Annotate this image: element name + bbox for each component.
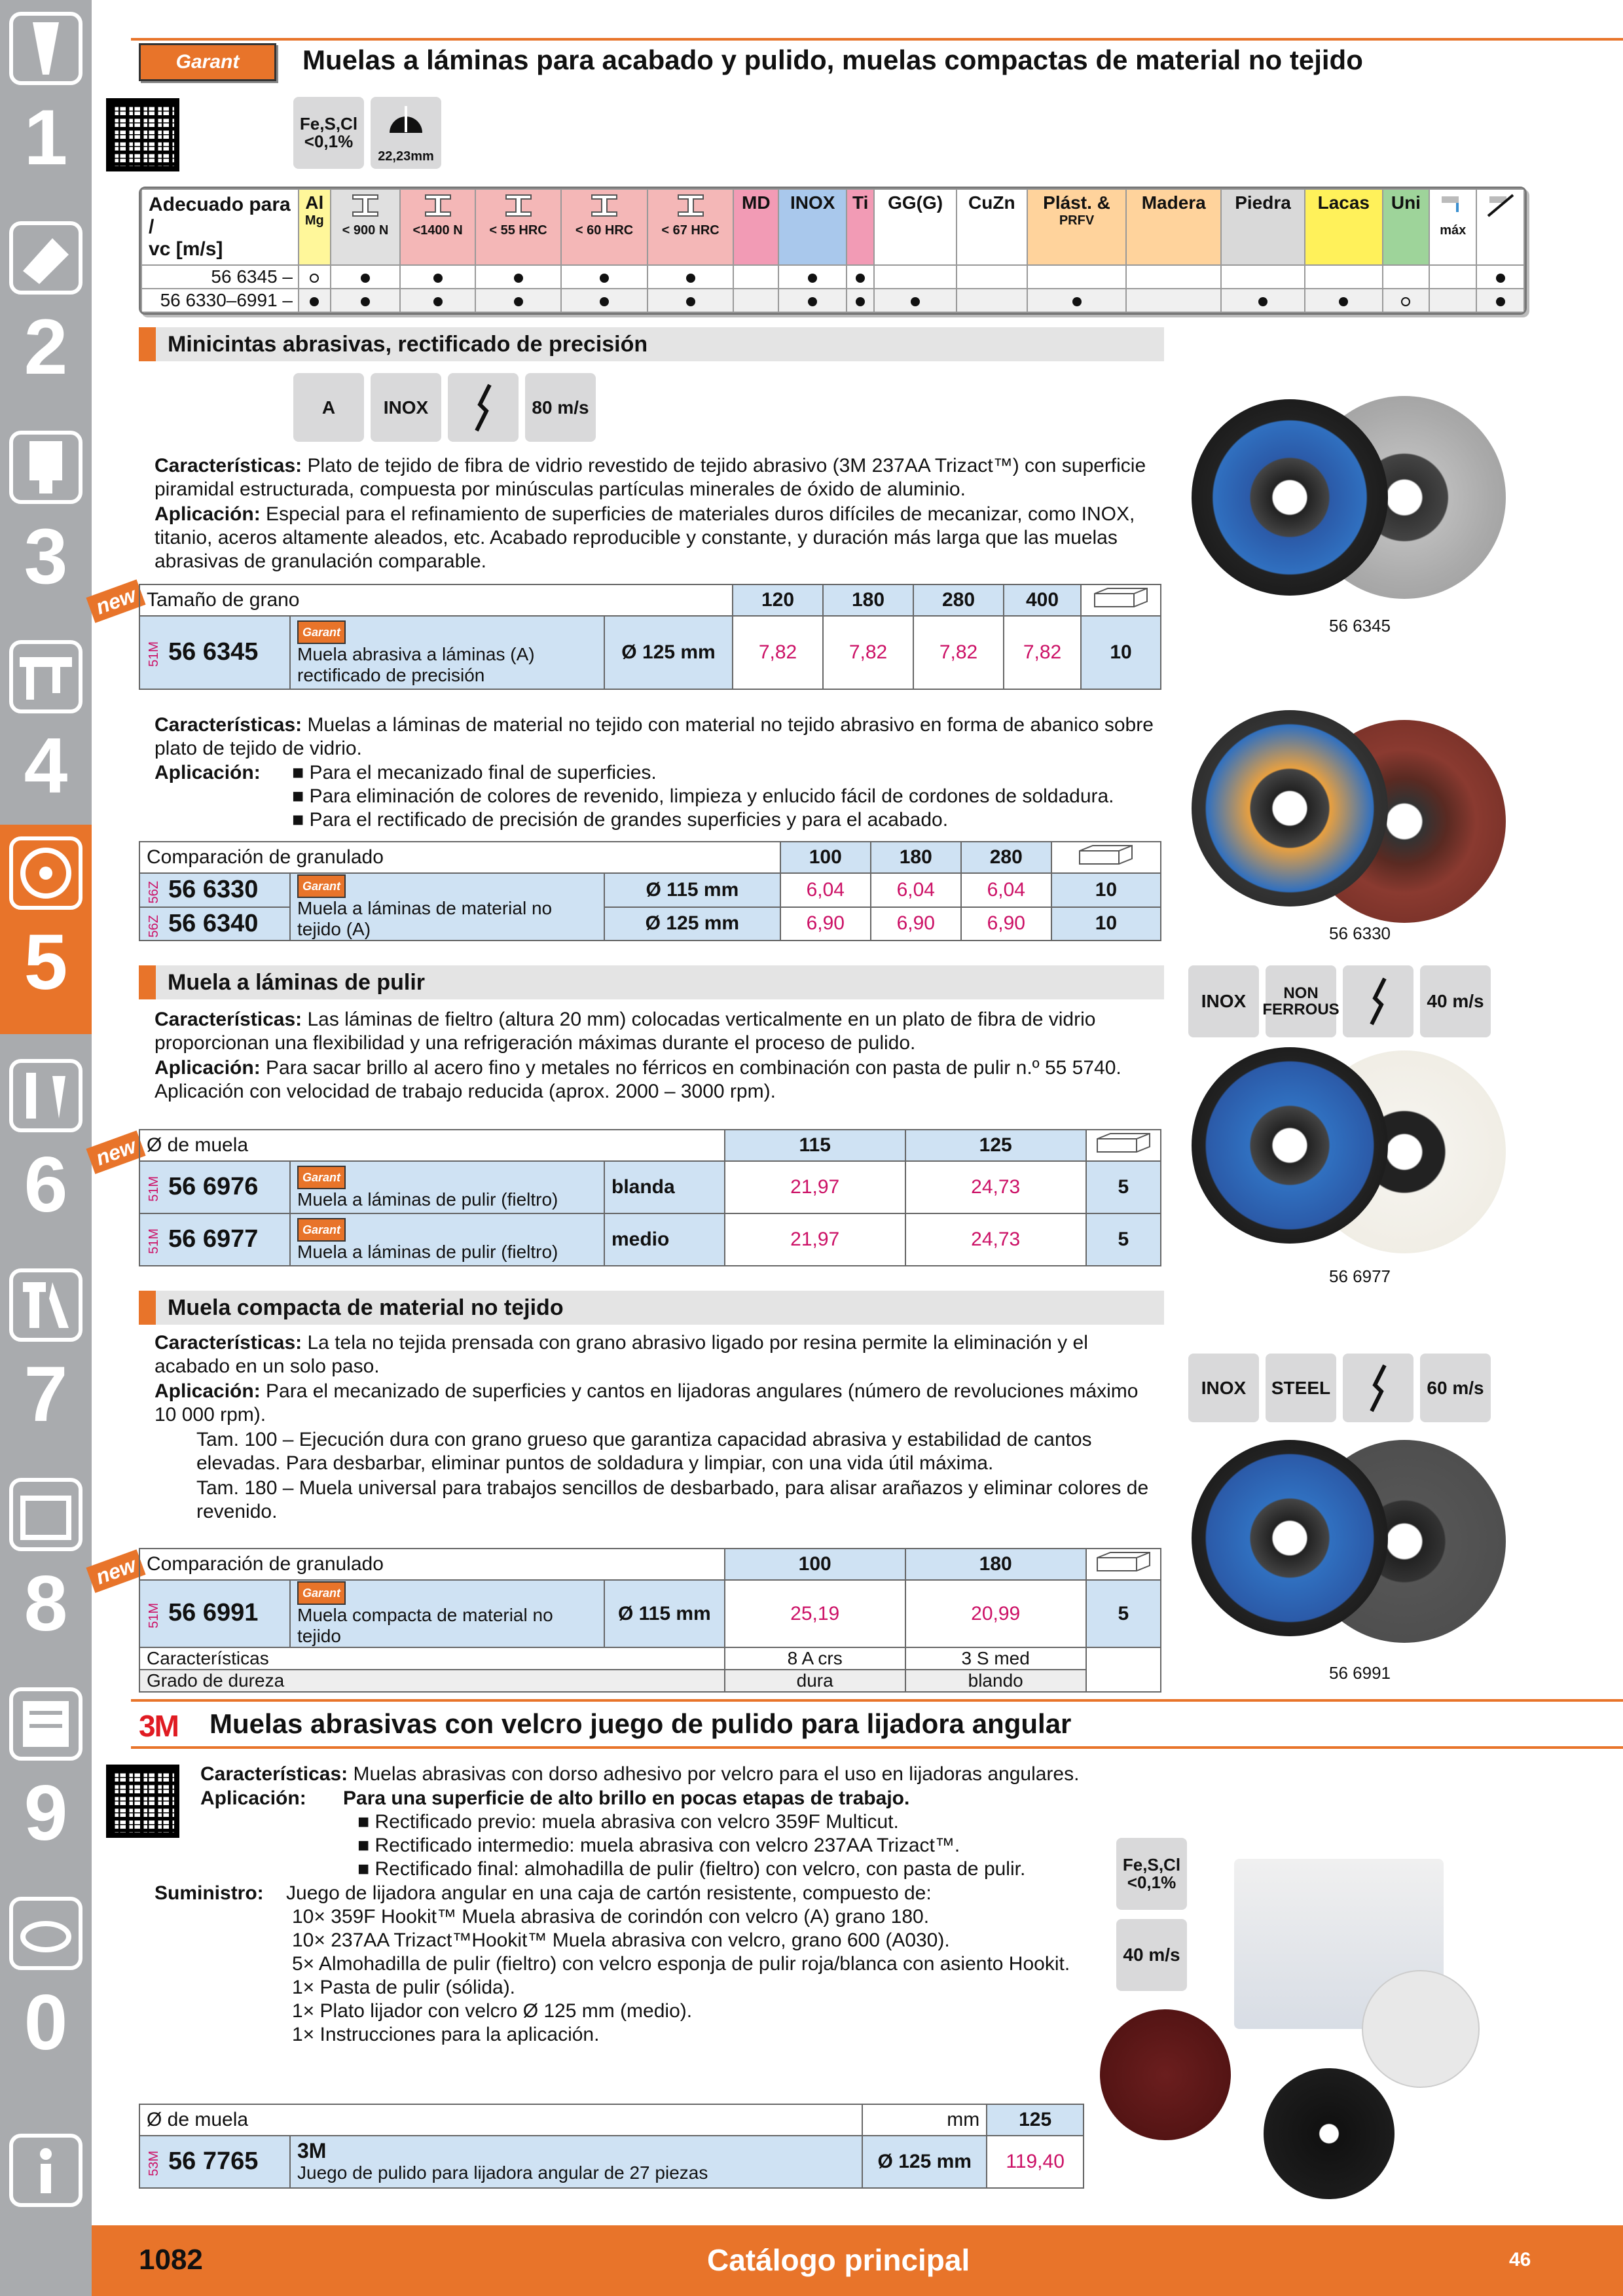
chapter-tab-9[interactable]: 9: [0, 1676, 92, 1885]
chapter-tab-2[interactable]: 2: [0, 209, 92, 419]
suitable-dot: [911, 297, 920, 306]
suitability-col-13: [1221, 189, 1305, 265]
hardness: blanda: [604, 1161, 725, 1213]
chapter-tab-info[interactable]: [0, 2108, 92, 2225]
suitability-col-sub: Mg: [304, 213, 324, 228]
product-image-566330: [1192, 710, 1388, 906]
size-col: 125: [987, 2104, 1084, 2136]
diameter: Ø 115 mm: [604, 873, 780, 907]
table-row[interactable]: 51M 56 6345 Garant Muela abrasiva a láminas (A) rectificado de precisión Ø 125 mm 7,82 7,82 7,82 7,82 10: [139, 616, 1161, 689]
badge-a: A: [293, 373, 364, 442]
diameter: Ø 125 mm: [604, 616, 733, 689]
image-caption: 56 6977: [1329, 1266, 1391, 1286]
material-badge: Fe,S,Cl <0,1%: [293, 97, 364, 169]
limited-dot: [310, 274, 319, 283]
section5-application: Aplicación: Para una superficie de alto brillo en pocas etapas de trabajo. ■ Rectificado previo: muela abrasiva con velcro 359F Multicut. ■ Rectificado intermedio: muela abrasiva con velcro 237AA Trizact™. ■ Rectificado final: almohadilla de pulir (fieltro) con velcro, con pasta de pulir.: [200, 1787, 1163, 1810]
toolcase-icon: [9, 1478, 82, 1551]
suitable-dot: [1496, 274, 1505, 283]
pack-icon: [1081, 584, 1161, 616]
material-badge: Fe,S,Cl <0,1%: [1116, 1838, 1187, 1910]
price: 6,90: [871, 907, 961, 941]
pliers-icon: [9, 1268, 82, 1342]
suitability-cell: [1221, 265, 1305, 289]
chapter-tab-8[interactable]: 8: [0, 1466, 92, 1676]
pack-qty: 5: [1086, 1213, 1161, 1266]
table-row: Características 8 A crs 3 S med: [139, 1647, 1161, 1670]
info-icon: [9, 2134, 82, 2207]
product-image-566345: [1192, 399, 1388, 596]
steel-beam-icon: [333, 192, 399, 223]
suitability-col-sub: <1400 N: [412, 223, 463, 238]
section5-supply: Suministro: Juego de lijadora angular en una caja de cartón resistente, compuesto de: 10× 359F Hookit™ Muela abrasiva de corindón con velcro (A) grano 180. 10× 237AA Trizact™Hookit™ Muela abrasiva con velcro, grano 600 (A030). 5× Almohadilla de pulir (fieltro) con velcro esponja de pulir roja/blanca con asiento Hookit. 1× Pasta de pulir (sólida). 1× Plato lijador con velcro Ø 125 mm (medio). 1× Instrucciones para la aplicación.: [155, 1882, 1163, 1905]
grain-col: 180: [905, 1549, 1086, 1580]
list-item: 10× 359F Hookit™ Muela abrasiva de corindón con velcro (A) grano 180.: [292, 1906, 930, 1928]
grain-col: 180: [823, 584, 913, 616]
new-badge: new: [86, 1130, 145, 1174]
price: 25,19: [725, 1580, 905, 1647]
suitability-cell: [331, 265, 401, 289]
section5-characteristics: Características: Muelas abrasivas con dorso adhesivo por velcro para el uso en lijadoras angulares.: [200, 1763, 1080, 1785]
suitability-cell: [1126, 265, 1221, 289]
suitable-dot: [808, 297, 817, 306]
table-row[interactable]: 51M 56 6976 Garant Muela a láminas de pulir (fieltro) blanda 21,97 24,73 5: [139, 1161, 1161, 1213]
pack-icon: [1086, 1130, 1161, 1161]
suitable-dot: [514, 297, 523, 306]
suitable-dot: [433, 274, 443, 283]
3m-logo: 3M: [139, 1709, 178, 1743]
list-item: ■ Rectificado intermedio: muela abrasiva con velcro 237AA Trizact™.: [357, 1835, 960, 1856]
footer-bar: [92, 2225, 1623, 2296]
suitability-col-sub: PRFV: [1059, 213, 1095, 228]
section4-application: Aplicación: Para el mecanizado de superficies y cantos en lijadoras angulares (número de revoluciones máximo 10 000 rpm).: [155, 1380, 1139, 1426]
section1-application: Aplicación: Especial para el refinamiento de superficies de materiales duros difíciles de mecanizar, como INOX, titanio, aceros altamente aleados, etc. Acabado reproducible y constante, y duración más larga que las muelas abrasivas de granulación comparable.: [155, 503, 1135, 572]
list-item: 1× Instrucciones para la aplicación.: [292, 2024, 600, 2045]
table-header-label: Comparación de granulado: [139, 1549, 725, 1580]
garant-logo: Garant: [139, 43, 276, 81]
suitability-cell: [475, 265, 561, 289]
suitability-col-7: [778, 189, 847, 265]
drill-icon: [9, 12, 82, 85]
price: 6,04: [961, 873, 1051, 907]
suitable-dot: [1072, 297, 1082, 306]
product-image-pad: [1264, 2068, 1395, 2199]
suitability-col-1: [331, 189, 401, 265]
section4-table: [139, 1548, 1161, 1693]
steel-beam-icon: [649, 192, 731, 223]
product-image-felt: [1362, 1970, 1480, 2088]
page-title: Muelas a láminas para acabado y pulido, muelas compactas de material no tejido: [302, 45, 1363, 75]
suitable-dot: [1496, 297, 1505, 306]
grain-col: 280: [913, 584, 1004, 616]
garant-mini-logo: Garant: [297, 1166, 346, 1189]
grain-col: 400: [1004, 584, 1081, 616]
footer-title: Catálogo principal: [707, 2243, 970, 2277]
chapter-tab-0[interactable]: 0: [0, 1885, 92, 2094]
badge-speed: 40 m/s: [1116, 1919, 1187, 1991]
wrench-icon: [9, 1059, 82, 1132]
section2-table: [139, 841, 1161, 941]
suitability-cell: [874, 265, 956, 289]
no-coolant-icon: [1478, 192, 1522, 223]
suitability-col-label: Piedra: [1235, 192, 1291, 213]
suitability-cell: [400, 289, 475, 312]
table-header-label: Tamaño de grano: [139, 584, 733, 616]
table-row[interactable]: 56Z 56 6330 Garant Muela a láminas de material no tejido (A) Ø 115 mm 6,04 6,04 6,04 10: [139, 873, 1161, 907]
price: 6,04: [780, 873, 871, 907]
list-item: ■ Para el rectificado de precisión de grandes superficies y para el acabado.: [292, 809, 949, 831]
suitability-col-sub: < 900 N: [342, 223, 389, 238]
price: 7,82: [823, 616, 913, 689]
section1-table: [139, 584, 1161, 690]
tool-holder-icon: [9, 431, 82, 504]
grain-col: 280: [961, 842, 1051, 873]
section1-characteristics: Características: Plato de tejido de fibra de vidrio revestido de tejido abrasivo (3M 237AA Trizact™) con superficie piramidal estructurada, compuesta por minúsculas partículas minerales de óxido de aluminio.: [155, 455, 1146, 500]
suitability-col-label: Madera: [1141, 192, 1206, 213]
header-rule: [131, 38, 1623, 41]
price: 7,82: [733, 616, 823, 689]
suitability-col-label: Al: [305, 192, 324, 213]
diameter: Ø 125 mm: [862, 2136, 987, 2188]
suitability-cell: [1126, 289, 1221, 312]
product-image-566977: [1192, 1047, 1388, 1244]
list-item: 10× 237AA Trizact™Hookit™ Muela abrasiva con velcro, grano 600 (A030).: [292, 1929, 950, 1951]
suitability-cell: [1429, 289, 1476, 312]
bore-badge: 22,23mm: [371, 97, 441, 169]
badge-non-ferrous: NON FERROUS: [1266, 965, 1336, 1037]
section4-size180: Tam. 180 – Muela universal para trabajos sencillos de desbarbado, para alisar arañazos y eliminar colores de revenido.: [196, 1477, 1149, 1522]
limited-dot: [1401, 297, 1410, 306]
footer-code: 46: [1509, 2249, 1531, 2270]
suitability-cell: [1305, 289, 1383, 312]
suitability-cell: [1476, 265, 1524, 289]
qr-code[interactable]: [106, 98, 179, 171]
pack-qty: 5: [1086, 1580, 1161, 1647]
suitable-dot: [514, 274, 523, 283]
section4-characteristics: Características: La tela no tejida prensada con grano abrasivo ligado por resina permite la eliminación y el acabado en un solo paso.: [155, 1332, 1088, 1377]
suitability-cell: [874, 289, 956, 312]
suitable-dot: [361, 274, 370, 283]
suitability-cell: [400, 265, 475, 289]
suitability-cell: [475, 289, 561, 312]
suitability-cell: [957, 265, 1027, 289]
grinding-disc-icon: [9, 836, 82, 910]
suitability-cell: [1383, 265, 1429, 289]
image-caption: 56 6330: [1329, 924, 1391, 943]
section3-characteristics: Características: Las láminas de fieltro (altura 20 mm) colocadas verticalmente en un plato de fibra de vidrio proporcionan una flexibilidad y una refrigeración máximas durante el proceso de pulido.: [155, 1009, 1096, 1054]
suitability-cell: [331, 289, 401, 312]
diameter: Ø 115 mm: [604, 1580, 725, 1647]
image-caption: 56 6345: [1329, 616, 1391, 636]
suitability-cell: [561, 289, 647, 312]
price: 119,40: [987, 2136, 1084, 2188]
price: 7,82: [913, 616, 1004, 689]
suitability-cell: [561, 265, 647, 289]
table-row: Grado de dureza dura blando: [139, 1670, 1161, 1692]
table-row[interactable]: 56Z 56 6340 Ø 125 mm 6,90 6,90 6,90 10: [139, 907, 1161, 941]
section-rule: [131, 1746, 1623, 1749]
chapter-tab-7[interactable]: 7: [0, 1257, 92, 1466]
badge-speed: 40 m/s: [1420, 965, 1491, 1037]
suitability-cell: [1476, 289, 1524, 312]
suitability-col-label: CuZn: [968, 192, 1015, 213]
suitability-row-code: 56 6330–6991 –: [141, 289, 299, 312]
product-image-566991: [1192, 1440, 1388, 1636]
caliper-icon: [9, 640, 82, 713]
suitability-col-0: [299, 189, 331, 265]
list-item: 5× Almohadilla de pulir (fieltro) con velcro esponja de pulir roja/blanca con asiento Hookit.: [292, 1953, 1070, 1975]
unit: mm: [862, 2104, 987, 2136]
steel-beam-icon: [563, 192, 645, 223]
chapter-tab-5[interactable]: 5: [0, 825, 92, 1034]
badge-steel: STEEL: [1266, 1354, 1336, 1422]
suitability-cell: [733, 265, 778, 289]
pack-qty: 10: [1051, 873, 1161, 907]
article-code: 56 6340: [168, 909, 259, 937]
suitability-col-5: [647, 189, 733, 265]
pack-qty: 10: [1051, 907, 1161, 941]
list-item: ■ Para el mecanizado final de superficies.: [292, 762, 657, 783]
suitable-dot: [686, 274, 695, 283]
pack-icon: [1051, 842, 1161, 873]
suitability-cell: [847, 289, 874, 312]
suitability-cell: [1027, 289, 1126, 312]
price: 20,99: [905, 1580, 1086, 1647]
list-item: 1× Plato lijador con velcro Ø 125 mm (medio).: [292, 2000, 693, 2022]
list-item: ■ Para eliminación de colores de revenido, limpieza y enlucido fácil de cordones de soldadura.: [292, 785, 1114, 807]
flex-disc-icon: [448, 373, 519, 442]
suitability-cell: [733, 289, 778, 312]
chapter-tab-1[interactable]: 1: [0, 0, 92, 209]
suitable-dot: [310, 297, 319, 306]
section2-characteristics: Características: Muelas a láminas de material no tejido con material no tejido abrasivo en forma de abanico sobre plato de tejido de vidrio.: [155, 714, 1154, 759]
price: 24,73: [905, 1161, 1086, 1213]
section3-table: [139, 1129, 1161, 1266]
suitability-col-sub: < 67 HRC: [661, 223, 720, 238]
section2-application: Aplicación: ■ Para el mecanizado final de superficies. ■ Para eliminación de colores de revenido, limpieza y enlucido fácil de cordones de soldadura. ■ Para el rectificado de precisión de grandes superficies y para el acabado.: [155, 761, 1163, 785]
image-caption: 56 6991: [1329, 1663, 1391, 1683]
grain-col: 180: [871, 842, 961, 873]
garant-mini-logo: Garant: [297, 1581, 346, 1605]
suitable-dot: [856, 274, 865, 283]
suitability-col-label: GG(G): [888, 192, 943, 213]
chapter-sidebar: [0, 0, 92, 2296]
suitability-cell: [957, 289, 1027, 312]
diameter: Ø 125 mm: [604, 907, 780, 941]
price: 21,97: [725, 1213, 905, 1266]
section-title-compacta: Muela compacta de material no tejido: [139, 1291, 1164, 1325]
article-code: 56 6991: [168, 1599, 259, 1627]
suitability-col-9: [874, 189, 956, 265]
suitability-col-17: [1476, 189, 1524, 265]
table-header-label: Ø de muela: [139, 2104, 862, 2136]
table-row[interactable]: 51M 56 6977 Garant Muela a láminas de pulir (fieltro) medio 21,97 24,73 5: [139, 1213, 1161, 1266]
section-rule: [131, 1699, 1623, 1702]
list-item: 1× Pasta de pulir (sólida).: [292, 1977, 516, 1998]
suitability-col-6: [733, 189, 778, 265]
suitability-cell: [1027, 265, 1126, 289]
suitability-col-sub: < 60 HRC: [575, 223, 634, 238]
badge-speed: 60 m/s: [1420, 1354, 1491, 1422]
qr-code[interactable]: [106, 1765, 179, 1838]
coolant-icon: [1431, 192, 1474, 223]
new-badge: new: [86, 1549, 145, 1593]
suitability-col-3: [475, 189, 561, 265]
table-row[interactable]: 51M 56 6991 Garant Muela compacta de material no tejido Ø 115 mm 25,19 20,99 5: [139, 1580, 1161, 1647]
suitability-col-label: MD: [742, 192, 771, 213]
list-item: ■ Rectificado final: almohadilla de pulir (fieltro) con velcro, con pasta de pulir.: [357, 1858, 1026, 1880]
suitability-col-label: Ti: [852, 192, 869, 213]
article-code: 56 6977: [168, 1225, 259, 1253]
pack-qty: 5: [1086, 1161, 1161, 1213]
suitability-cell: [778, 265, 847, 289]
suitable-dot: [600, 297, 609, 306]
suitable-dot: [433, 297, 443, 306]
garant-mini-logo: Garant: [297, 620, 346, 644]
suitability-cell: [847, 265, 874, 289]
list-item: ■ Rectificado previo: muela abrasiva con velcro 359F Multicut.: [357, 1811, 899, 1833]
grain-col: 120: [733, 584, 823, 616]
suitability-row: [141, 289, 1524, 312]
price: 7,82: [1004, 616, 1081, 689]
suitability-col-16: [1429, 189, 1476, 265]
table-header-label: Comparación de granulado: [139, 842, 780, 873]
3m-mini-logo: 3M: [297, 2139, 327, 2162]
table-row[interactable]: 53M 56 7765 3M Juego de pulido para lijadora angular de 27 piezas Ø 125 mm 119,40: [139, 2136, 1084, 2188]
suitability-col-12: [1126, 189, 1221, 265]
suitable-dot: [808, 274, 817, 283]
garant-mini-logo: Garant: [297, 874, 346, 898]
suitability-cell: [647, 289, 733, 312]
suitability-col-11: [1027, 189, 1126, 265]
article-code: 56 6330: [168, 876, 259, 904]
grain-col: 100: [780, 842, 871, 873]
price: 6,90: [961, 907, 1051, 941]
suitability-cell: [299, 265, 331, 289]
suitability-col-15: [1383, 189, 1429, 265]
safety-gear-icon: [9, 1897, 82, 1970]
garant-mini-logo: Garant: [297, 1218, 346, 1242]
suitable-dot: [361, 297, 370, 306]
grain-col: 100: [725, 1549, 905, 1580]
flex-disc-icon: [1343, 1354, 1413, 1422]
suitability-col-sub: < 55 HRC: [489, 223, 547, 238]
suitability-cell: [1305, 265, 1383, 289]
table-header-label: Ø de muela: [139, 1130, 725, 1161]
badge-inox: INOX: [1188, 965, 1259, 1037]
flex-disc-icon: [1343, 965, 1413, 1037]
article-code: 56 6345: [168, 637, 259, 666]
suitability-col-label: Plást. &: [1043, 192, 1110, 213]
suitability-cell: [299, 289, 331, 312]
suitable-dot: [686, 297, 695, 306]
hardness: medio: [604, 1213, 725, 1266]
pack-qty: 10: [1081, 616, 1161, 689]
suitability-col-14: [1305, 189, 1383, 265]
suitability-col-4: [561, 189, 647, 265]
suitability-col-8: [847, 189, 874, 265]
section-title-3m: Muelas abrasivas con velcro juego de pulido para lijadora angular: [210, 1708, 1072, 1739]
badge-inox: INOX: [1188, 1354, 1259, 1422]
price: 24,73: [905, 1213, 1086, 1266]
size-col: 125: [905, 1130, 1086, 1161]
section3-application: Aplicación: Para sacar brillo al acero fino y metales no férricos en combinación con pasta de pulir n.º 55 5740. Aplicación con velocidad de trabajo reducida (aprox. 2000 – 3000 rpm).: [155, 1057, 1122, 1102]
suitable-dot: [1258, 297, 1267, 306]
article-code: 56 6976: [168, 1172, 259, 1200]
milling-insert-icon: [9, 221, 82, 295]
steel-beam-icon: [477, 192, 559, 223]
suitability-cell: [1383, 289, 1429, 312]
suitability-cell: [1221, 289, 1305, 312]
suitability-cell: [647, 265, 733, 289]
suitability-cell: [1429, 265, 1476, 289]
size-col: 115: [725, 1130, 905, 1161]
product-image-disc: [1100, 2009, 1231, 2140]
article-code: 56 7765: [168, 2147, 259, 2175]
section5-table: [139, 2104, 1084, 2189]
section4-size100: Tam. 100 – Ejecución dura con grano grueso que garantiza capacidad abrasiva y estabilidad de cantos elevadas. Para desbarbar, eliminar puntos de soldadura y limpiar, con una vida útil máxima.: [196, 1429, 1092, 1474]
suitable-dot: [600, 274, 609, 283]
suitability-table: [139, 187, 1527, 315]
suitability-col-sub: máx: [1440, 223, 1467, 238]
chapter-tab-3[interactable]: 3: [0, 419, 92, 628]
disc-bore-icon: [386, 103, 426, 143]
suitability-row-code: 56 6345 –: [141, 265, 299, 289]
cabinet-icon: [9, 1687, 82, 1761]
pack-icon: [1086, 1549, 1161, 1580]
suitable-dot: [856, 297, 865, 306]
new-badge: new: [86, 579, 145, 623]
section-title-pulir: Muela a láminas de pulir: [139, 965, 1164, 999]
chapter-tab-6[interactable]: 6: [0, 1047, 92, 1257]
suitability-col-label: Uni: [1391, 192, 1421, 213]
badge-speed: 80 m/s: [525, 373, 596, 442]
price: 21,97: [725, 1161, 905, 1213]
suitability-row: [141, 265, 1524, 289]
section-title-minicintas: Minicintas abrasivas, rectificado de precisión: [139, 327, 1164, 361]
page-number: 1082: [139, 2244, 203, 2276]
suitability-col-2: [400, 189, 475, 265]
suitability-cell: [778, 289, 847, 312]
badge-inox: INOX: [371, 373, 441, 442]
suitability-col-label: Lacas: [1317, 192, 1370, 213]
suitability-col-label: INOX: [790, 192, 835, 213]
price: 6,04: [871, 873, 961, 907]
steel-beam-icon: [402, 192, 473, 223]
suitability-col-10: [957, 189, 1027, 265]
chapter-tab-4[interactable]: 4: [0, 628, 92, 838]
suitable-dot: [1339, 297, 1348, 306]
suitability-row-label: Adecuado para / vc [m/s]: [141, 189, 299, 265]
price: 6,90: [780, 907, 871, 941]
